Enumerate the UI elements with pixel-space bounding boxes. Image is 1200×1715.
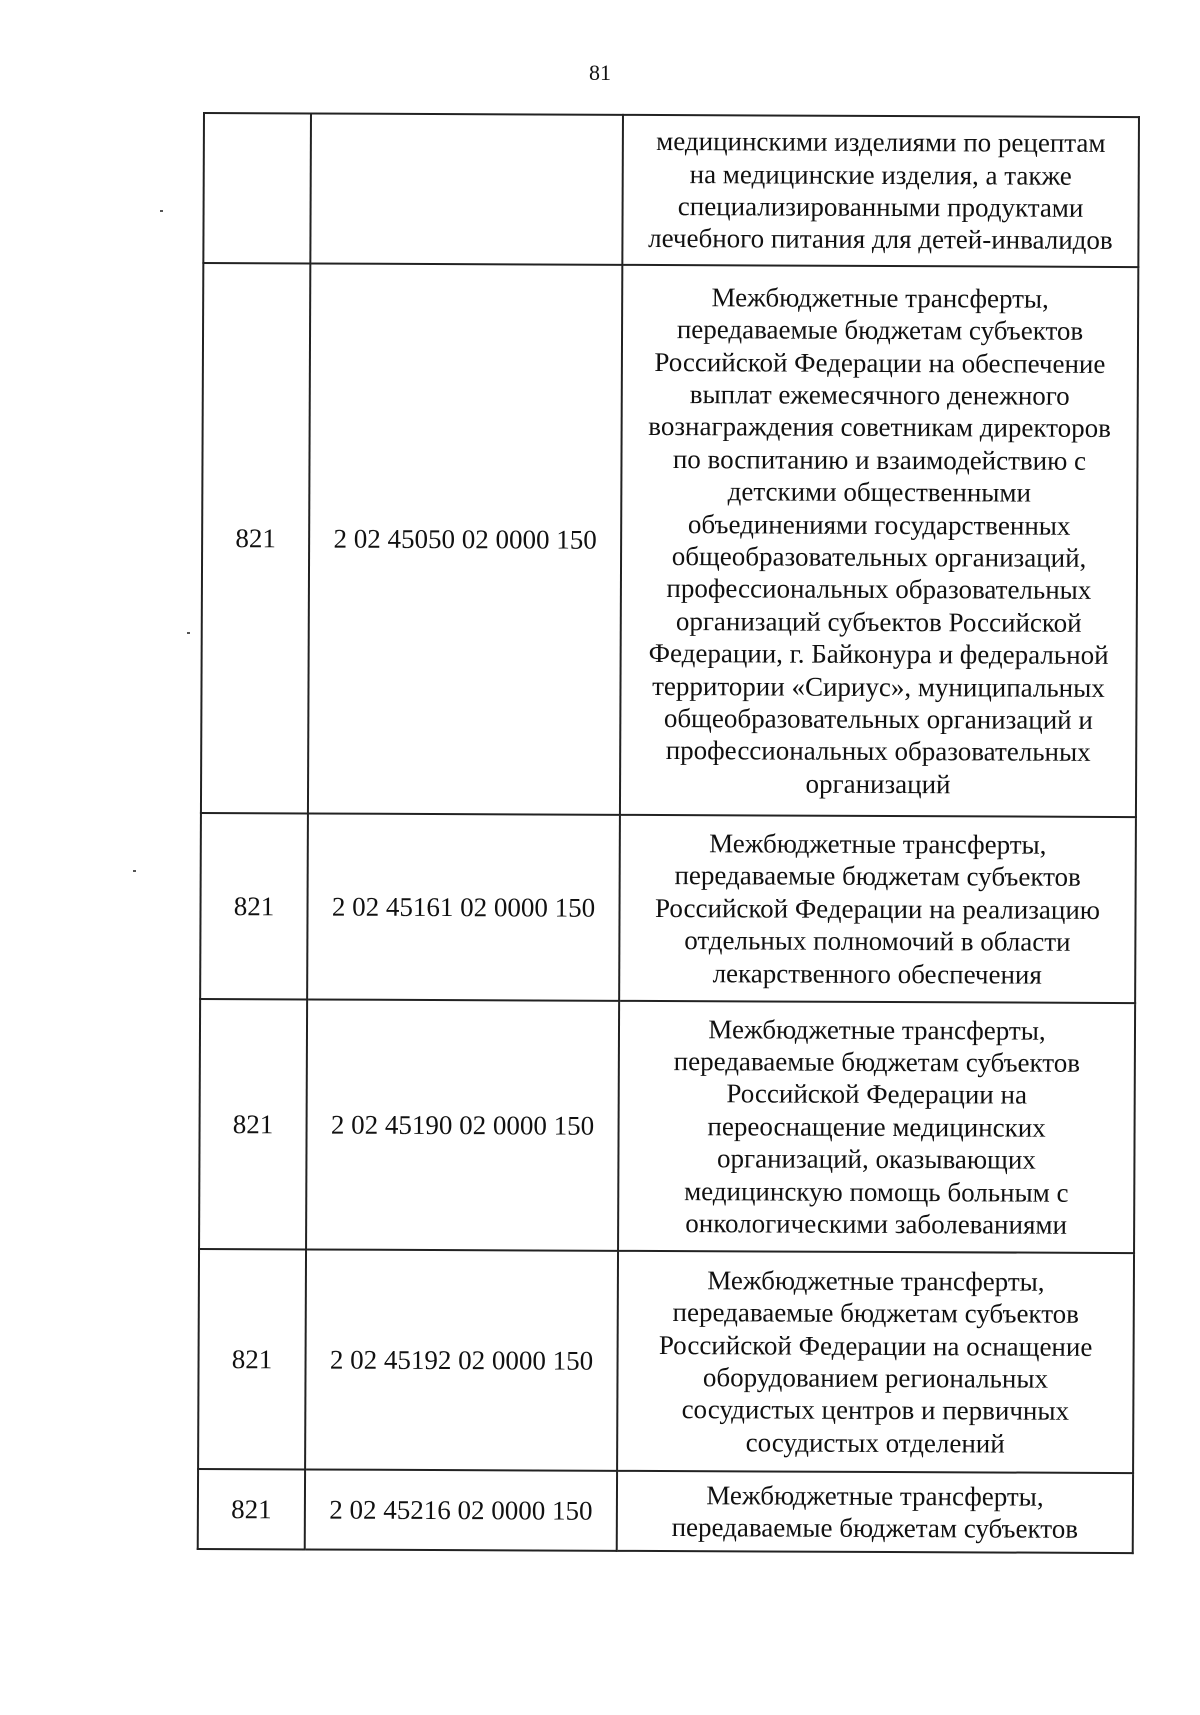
table-row	[199, 999, 1135, 1253]
income-name-cell: Межбюджетные трансферты, передаваемые бюджетам субъектов Российской Федерации на оснащение оборудованием региональных сосудистых центров и первичных сосудистых отделений	[617, 1251, 1134, 1473]
page-number: 81	[589, 60, 611, 85]
income-code-cell: 2 02 45190 02 0000 150	[306, 999, 619, 1250]
scan-speck	[187, 632, 190, 634]
table-row	[198, 1249, 1134, 1473]
income-name-cell: Межбюджетные трансферты, передаваемые бюджетам субъектов	[617, 1471, 1133, 1553]
income-code-cell: 2 02 45161 02 0000 150	[307, 813, 620, 1000]
table-row	[200, 813, 1136, 1003]
income-code-cell	[310, 113, 623, 264]
income-name-cell: Межбюджетные трансферты, передаваемые бюджетам субъектов Российской Федерации на обеспечение выплат ежемесячного денежного вознаграждения советникам директоров по воспитанию и взаимодействию с детскими общественными объединениями государственных общеобразовательных организаций, профессиональных образовательных организаций субъектов Российской Федерации, г. Байконура и федеральной территории «Сириус», муниципальных общеобразовательных организаций и профессиональных образовательных организаций	[620, 265, 1138, 817]
budget-codes-table	[197, 112, 1140, 1554]
table-row	[201, 263, 1138, 817]
income-name-cell: Межбюджетные трансферты, передаваемые бюджетам субъектов Российской Федерации на переоснащение медицинских организаций, оказывающих медицинскую помощь больным с онкологическими заболеваниями	[618, 1001, 1135, 1253]
income-name-cell: Межбюджетные трансферты, передаваемые бюджетам субъектов Российской Федерации на реализацию отдельных полномочий в области лекарственного обеспечения	[619, 815, 1136, 1003]
admin-code-cell: 821	[198, 1469, 305, 1549]
admin-code-cell	[203, 113, 311, 263]
scan-speck	[133, 870, 136, 872]
scan-speck	[160, 210, 163, 212]
table-row	[203, 113, 1139, 267]
income-name-cell: медицинскими изделиями по рецептам на медицинские изделия, а также специализированными продуктами лечебного питания для детей-инвалидов	[622, 115, 1139, 267]
income-code-cell: 2 02 45216 02 0000 150	[305, 1469, 617, 1550]
income-code-cell: 2 02 45192 02 0000 150	[305, 1249, 618, 1470]
admin-code-cell: 821	[201, 263, 310, 813]
admin-code-cell: 821	[200, 813, 308, 999]
income-code-cell: 2 02 45050 02 0000 150	[308, 263, 622, 814]
admin-code-cell: 821	[199, 999, 307, 1249]
admin-code-cell: 821	[198, 1249, 306, 1469]
table-row	[198, 1469, 1133, 1553]
